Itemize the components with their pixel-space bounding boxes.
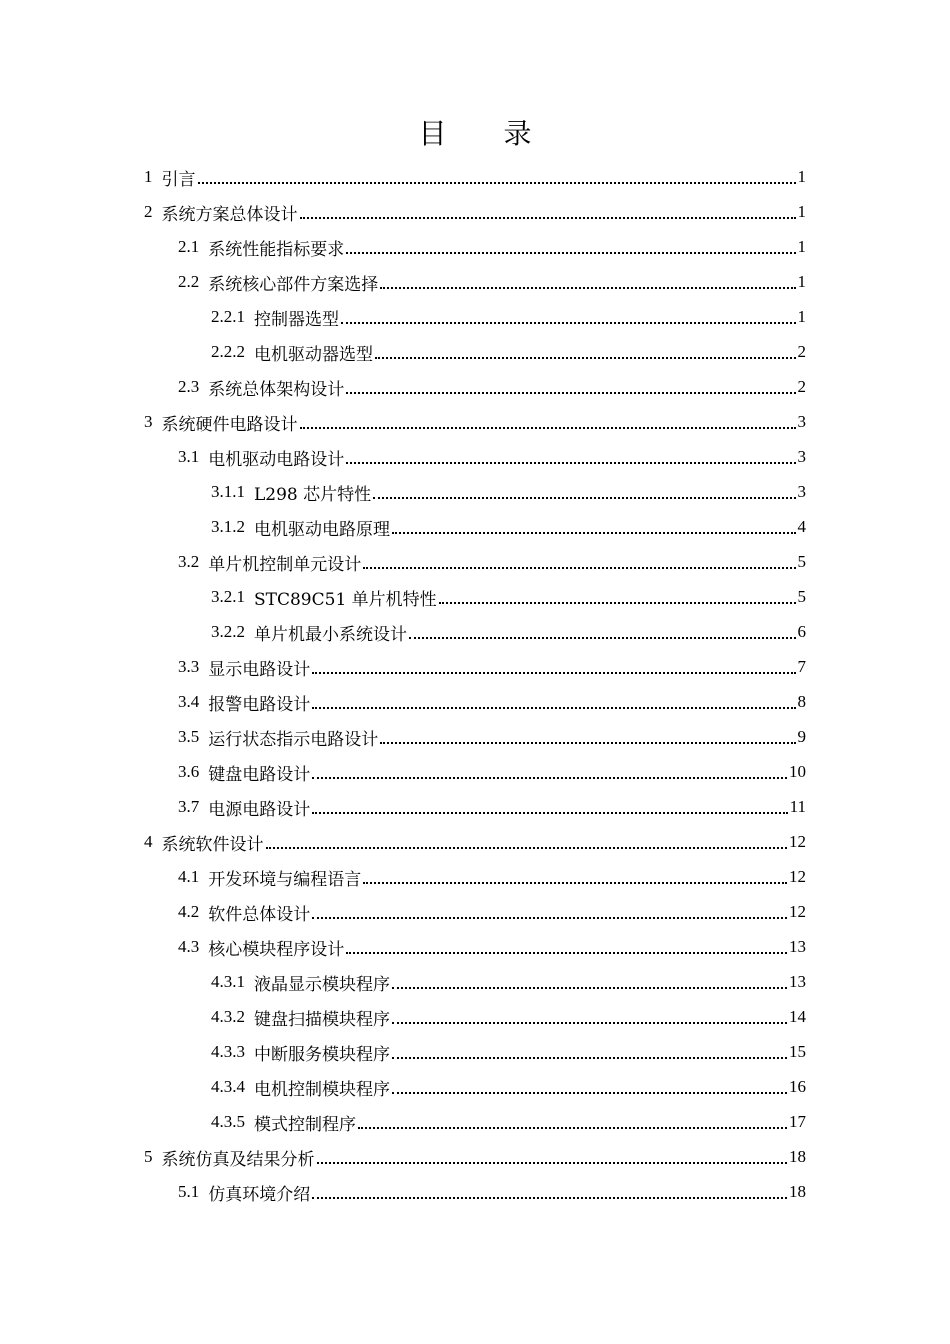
dot-leader	[392, 1057, 787, 1059]
toc-entry-number: 4	[144, 832, 153, 851]
toc-entry-page-number: 2	[797, 342, 806, 361]
toc-entry-page-number: 13	[789, 972, 806, 991]
toc-entry-page-number: 1	[797, 307, 806, 326]
toc-entry-number: 3.3	[178, 657, 200, 676]
toc-entry-page-number: 3	[797, 412, 806, 431]
toc-entry-page-number: 12	[789, 867, 806, 886]
toc-entry-page-number: 1	[797, 272, 806, 291]
toc-entry-title: 系统方案总体设计	[161, 204, 298, 225]
toc-entry-title: 液晶显示模块程序	[254, 974, 390, 995]
toc-entry-page-number: 3	[797, 482, 806, 501]
dot-leader	[312, 917, 787, 919]
toc-entry-title: 单片机控制单元设计	[208, 554, 362, 575]
toc-entry-page-number: 14	[789, 1007, 806, 1026]
toc-entry-page-number: 16	[789, 1077, 806, 1096]
dot-leader	[392, 532, 796, 534]
toc-entry-number: 3.5	[178, 727, 200, 746]
toc-entry-number: 2	[144, 202, 153, 221]
toc-entry-number: 2.2.2	[211, 342, 245, 361]
toc-entry-title: STC89C51 单片机特性	[254, 589, 437, 610]
toc-entry-title: 引言	[161, 169, 196, 190]
toc-entry-page-number: 12	[789, 902, 806, 921]
toc-entry-page-number: 11	[789, 797, 806, 816]
toc-entry-page-number: 6	[797, 622, 806, 641]
toc-entry[interactable]	[178, 895, 806, 929]
toc-entry[interactable]	[178, 440, 806, 474]
toc-entry-number: 3.4	[178, 692, 200, 711]
toc-entry-title: 软件总体设计	[208, 904, 311, 925]
toc-entry-title: 键盘扫描模块程序	[254, 1009, 390, 1030]
toc-entry-number: 3.1.1	[211, 482, 245, 501]
dot-leader	[392, 1022, 787, 1024]
toc-entry-number: 2.2.1	[211, 307, 245, 326]
toc-entry-number: 3.6	[178, 762, 200, 781]
dot-leader	[392, 987, 787, 989]
toc-entry[interactable]	[178, 860, 806, 894]
toc-entry[interactable]	[178, 790, 806, 824]
toc-entry[interactable]	[178, 720, 806, 754]
toc-entry-title: 中断服务模块程序	[254, 1044, 390, 1065]
dot-leader	[346, 952, 787, 954]
toc-entry-page-number: 5	[797, 552, 806, 571]
toc-entry[interactable]	[178, 930, 806, 964]
toc-entry-number: 4.3.5	[211, 1112, 245, 1131]
dot-leader	[300, 427, 796, 429]
toc-entry-page-number: 1	[797, 237, 806, 256]
toc-entry-page-number: 18	[789, 1182, 806, 1201]
toc-entry[interactable]	[144, 1140, 806, 1174]
dot-leader	[380, 742, 795, 744]
toc-entry-title: 系统总体架构设计	[208, 379, 345, 400]
toc-entry-title: 电机控制模块程序	[254, 1079, 390, 1100]
toc-entry-title: 键盘电路设计	[208, 764, 311, 785]
toc-entry-title: L298 芯片特性	[254, 484, 372, 505]
dot-leader	[375, 357, 796, 359]
toc-entry-page-number: 10	[789, 762, 806, 781]
toc-entry-number: 2.1	[178, 237, 200, 256]
dot-leader	[358, 1127, 787, 1129]
toc-entry-number: 4.3	[178, 937, 200, 956]
dot-leader	[439, 602, 796, 604]
toc-entry-page-number: 3	[797, 447, 806, 466]
toc-entry-title: 系统软件设计	[161, 834, 264, 855]
toc-entry[interactable]	[211, 335, 806, 369]
toc-entry-title: 系统性能指标要求	[208, 239, 345, 260]
dot-leader	[363, 882, 787, 884]
toc-entry-title: 电源电路设计	[208, 799, 311, 820]
dot-leader	[300, 217, 796, 219]
dot-leader	[317, 1162, 788, 1164]
toc-entry-page-number: 1	[797, 167, 806, 186]
toc-entry[interactable]	[178, 650, 806, 684]
toc-entry-number: 3.1.2	[211, 517, 245, 536]
toc-entry-number: 3.2	[178, 552, 200, 571]
toc-entry-title: 电机驱动电路设计	[208, 449, 345, 470]
dot-leader	[312, 777, 787, 779]
toc-entry-number: 5.1	[178, 1182, 200, 1201]
toc-entry-page-number: 13	[789, 937, 806, 956]
toc-entry[interactable]	[211, 1070, 806, 1104]
toc-entry-title: 运行状态指示电路设计	[208, 729, 379, 750]
toc-entry-number: 2.3	[178, 377, 200, 396]
toc-entry[interactable]	[144, 825, 806, 859]
toc-entry[interactable]	[178, 230, 806, 264]
dot-leader	[198, 182, 796, 184]
dot-leader	[373, 497, 795, 499]
toc-entry-page-number: 9	[797, 727, 806, 746]
dot-leader	[312, 1197, 787, 1199]
toc-entry-number: 4.3.1	[211, 972, 245, 991]
toc-entry-number: 4.3.3	[211, 1042, 245, 1061]
toc-entry-number: 4.3.4	[211, 1077, 245, 1096]
toc-entry[interactable]	[178, 1175, 806, 1209]
toc-entry[interactable]	[211, 1035, 806, 1069]
toc-entry-number: 2.2	[178, 272, 200, 291]
toc-entry[interactable]	[211, 510, 806, 544]
toc-entry[interactable]	[211, 475, 806, 509]
toc-entry-title: 系统核心部件方案选择	[208, 274, 379, 295]
toc-entry-number: 4.3.2	[211, 1007, 245, 1026]
toc-entry-page-number: 4	[797, 517, 806, 536]
dot-leader	[312, 707, 795, 709]
dot-leader	[363, 567, 795, 569]
toc-entry-page-number: 18	[789, 1147, 806, 1166]
toc-entry-number: 3.2.2	[211, 622, 245, 641]
dot-leader	[380, 287, 795, 289]
toc-entry-title: 系统硬件电路设计	[161, 414, 298, 435]
toc-entry-number: 5	[144, 1147, 153, 1166]
toc-entry-number: 3.1	[178, 447, 200, 466]
toc-entry[interactable]	[211, 1105, 806, 1139]
toc-entry-page-number: 5	[797, 587, 806, 606]
toc-entry-number: 3.2.1	[211, 587, 245, 606]
dot-leader	[346, 392, 795, 394]
dot-leader	[312, 812, 787, 814]
toc-entry-page-number: 2	[797, 377, 806, 396]
toc-entry-page-number: 1	[797, 202, 806, 221]
toc-entry-title: 电机驱动器选型	[254, 344, 373, 365]
toc-entry-page-number: 12	[789, 832, 806, 851]
dot-leader	[346, 252, 795, 254]
toc-entry-page-number: 8	[797, 692, 806, 711]
toc-entry-title: 控制器选型	[254, 309, 339, 330]
toc-entry[interactable]	[178, 265, 806, 299]
toc-entry-title: 仿真环境介绍	[208, 1184, 311, 1205]
dot-leader	[312, 672, 795, 674]
toc-entry-title: 电机驱动电路原理	[254, 519, 390, 540]
toc-title: 目 录	[418, 117, 556, 150]
toc-entry[interactable]	[144, 160, 806, 194]
toc-entry-number: 1	[144, 167, 153, 186]
toc-entry-title: 核心模块程序设计	[208, 939, 345, 960]
toc-entry-page-number: 17	[789, 1112, 806, 1131]
toc-entry[interactable]	[178, 545, 806, 579]
toc-entry[interactable]	[144, 405, 806, 439]
toc-entry-title: 系统仿真及结果分析	[161, 1149, 315, 1170]
toc-entry[interactable]	[144, 195, 806, 229]
toc-entry[interactable]	[211, 1000, 806, 1034]
toc-entry-number: 4.2	[178, 902, 200, 921]
toc-entry[interactable]	[211, 300, 806, 334]
dot-leader	[409, 637, 796, 639]
toc-entry[interactable]	[211, 615, 806, 649]
dot-leader	[392, 1092, 787, 1094]
toc-entry-number: 3	[144, 412, 153, 431]
toc-entry-title: 开发环境与编程语言	[208, 869, 362, 890]
dot-leader	[346, 462, 795, 464]
toc-entry-page-number: 15	[789, 1042, 806, 1061]
toc-entry-title: 单片机最小系统设计	[254, 624, 407, 645]
toc-entry[interactable]	[178, 685, 806, 719]
toc-entry[interactable]	[178, 370, 806, 404]
toc-entry-page-number: 7	[797, 657, 806, 676]
toc-entry-number: 4.1	[178, 867, 200, 886]
toc-entry[interactable]	[211, 965, 806, 999]
toc-entry-number: 3.7	[178, 797, 200, 816]
toc-entry[interactable]	[211, 580, 806, 614]
toc-entry[interactable]	[178, 755, 806, 789]
toc-entry-title: 模式控制程序	[254, 1114, 356, 1135]
dot-leader	[266, 847, 788, 849]
toc-entry-title: 报警电路设计	[208, 694, 311, 715]
dot-leader	[341, 322, 796, 324]
toc-entry-title: 显示电路设计	[208, 659, 311, 680]
